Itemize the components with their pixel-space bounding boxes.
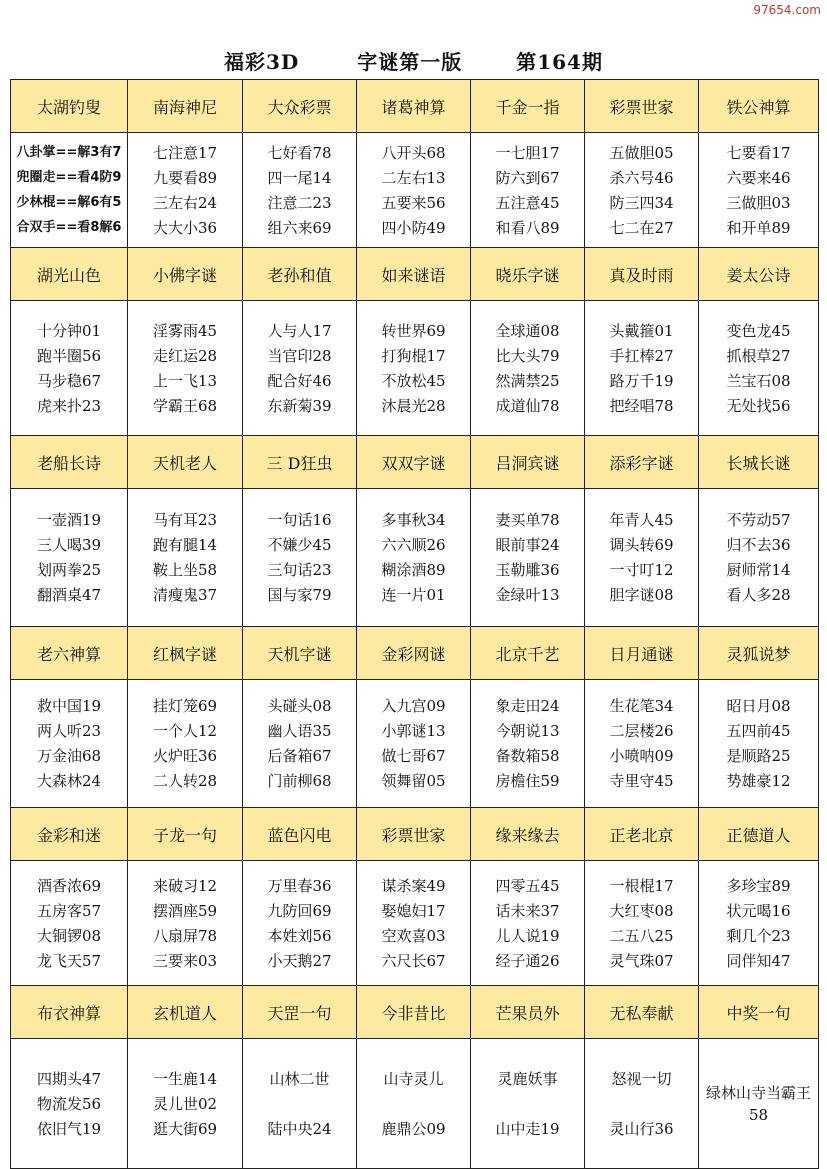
riddle-line: 怒视一切: [611, 1069, 672, 1088]
riddle-cell: [471, 861, 585, 986]
riddle-cell: [243, 680, 357, 808]
header-label: 添彩字谜: [609, 453, 674, 473]
column-header: [471, 986, 585, 1039]
riddle-cell: [128, 301, 243, 436]
riddle-line: 摆酒座59: [152, 901, 218, 920]
header-label: 老六神算: [36, 644, 101, 664]
riddle-line: 五注意45: [495, 193, 560, 212]
riddle-line: 逛大街69: [152, 1119, 218, 1138]
riddle-line: 七二在27: [609, 218, 674, 237]
riddle-cell: [11, 301, 128, 436]
riddle-cell: [128, 133, 243, 248]
header-label: 布衣神算: [36, 1003, 101, 1023]
riddle-line: 二左右13: [381, 168, 446, 187]
column-header: [11, 627, 128, 680]
column-header: [585, 80, 699, 133]
riddle-line: 八卦掌==解3有7: [16, 144, 122, 160]
column-header: [357, 986, 471, 1039]
header-row: [11, 627, 819, 680]
title-edition: 字谜第一版: [357, 50, 463, 74]
column-header: [243, 248, 357, 301]
riddle-line: 五做胆05: [609, 143, 674, 162]
column-header: [11, 80, 128, 133]
riddle-line: 象走田24: [495, 697, 560, 715]
riddle-cell: [471, 489, 585, 627]
riddle-line: 胆字谜08: [609, 586, 674, 604]
riddle-line: 入九宫09: [381, 697, 446, 715]
header-label: 老船长诗: [36, 453, 101, 473]
header-row: [11, 80, 819, 133]
header-label: 芒果员外: [495, 1003, 560, 1023]
riddle-cell: [585, 301, 699, 436]
riddle-line: 小喷呐09: [609, 747, 674, 765]
riddle-line: 沐晨光28: [381, 396, 446, 415]
riddle-line: 清瘦鬼37: [152, 586, 218, 604]
riddle-line: 陆中央24: [267, 1119, 332, 1138]
header-label: 大众彩票: [267, 97, 332, 117]
riddle-cell: [471, 1039, 585, 1169]
riddle-line: 和看八89: [495, 218, 560, 237]
riddle-line: 一寸叮12: [609, 561, 674, 579]
riddle-line: 八扇屏78: [152, 926, 218, 945]
column-header: [585, 436, 699, 489]
riddle-cell: [699, 861, 819, 986]
header-label: 北京千艺: [495, 644, 560, 664]
riddle-line: 是顺路25: [726, 747, 791, 765]
riddle-line: 生花笔34: [609, 697, 674, 715]
riddle-line: 九要看89: [152, 168, 218, 187]
riddle-cell: [128, 680, 243, 808]
riddle-line: 门前柳68: [267, 772, 332, 790]
riddle-line: 本姓刘56: [267, 926, 332, 945]
riddle-line: 防六到67: [495, 168, 560, 187]
column-header: [585, 986, 699, 1039]
riddle-cell: [699, 301, 819, 436]
riddle-line: 不劳动57: [726, 511, 791, 529]
riddle-line: 虎来扑23: [36, 396, 102, 415]
riddle-line: 领舞留05: [381, 772, 446, 790]
riddle-line: 山中走19: [495, 1119, 560, 1138]
riddle-line: 六六顺26: [381, 536, 446, 554]
riddle-line: 厨师常14: [726, 561, 791, 579]
riddle-line: 依旧气19: [36, 1119, 102, 1138]
riddle-cell: [128, 861, 243, 986]
riddle-cell: [585, 680, 699, 808]
riddle-line: 兜圈走==看4防9: [16, 169, 122, 185]
riddle-line: 马有耳23: [152, 511, 218, 529]
header-label: 千金一指: [495, 97, 560, 117]
riddle-line: 归不去36: [726, 536, 791, 554]
riddle-line: 今朝说13: [495, 722, 560, 740]
column-header: [471, 80, 585, 133]
riddle-line: 寺里守45: [609, 772, 674, 790]
column-header: [11, 986, 128, 1039]
header-label: 吕洞宾谜: [495, 453, 560, 473]
riddle-line: 灵气珠07: [609, 951, 674, 970]
riddle-line: 九防回69: [267, 901, 332, 920]
riddle-line: 跑有腿14: [152, 536, 218, 554]
riddle-cell: [357, 489, 471, 627]
riddle-line: 一七胆17: [495, 143, 560, 162]
riddle-line: 二人转28: [152, 772, 218, 790]
riddle-line: 看人多28: [726, 586, 791, 604]
header-label: 日月通谜: [609, 644, 674, 664]
riddle-line: 少林棍==解6有5: [16, 194, 122, 210]
riddle-line: 然满禁25: [495, 371, 560, 390]
riddle-line: 三做胆03: [726, 193, 791, 212]
riddle-line: 抓根草27: [726, 346, 791, 365]
riddle-line: 灵儿世02: [152, 1094, 218, 1113]
riddle-line: 路万千19: [609, 371, 674, 390]
riddle-line: 五房客57: [36, 901, 102, 920]
riddle-line: 头碰头08: [267, 697, 332, 715]
column-header: [471, 436, 585, 489]
header-label: 姜太公诗: [726, 265, 791, 285]
riddle-cell: [699, 133, 819, 248]
column-header: [128, 627, 243, 680]
riddle-line: 谋杀案49: [381, 876, 446, 895]
riddle-line: 无处找56: [726, 396, 791, 415]
header-label: 金彩网谜: [381, 644, 446, 664]
riddle-line: 做七哥67: [381, 747, 446, 765]
header-label: 老孙和值: [267, 265, 332, 285]
riddle-line: 一个人12: [152, 722, 218, 740]
riddle-row: [11, 680, 819, 808]
riddle-line: 配合好46: [267, 371, 332, 390]
riddle-line: 当官印28: [267, 346, 332, 365]
column-header: [357, 808, 471, 861]
riddle-line: 万金油68: [36, 747, 102, 765]
column-header: [128, 808, 243, 861]
column-header: [585, 627, 699, 680]
header-label: 今非昔比: [381, 1003, 446, 1023]
riddle-line: 手扛棒27: [609, 346, 674, 365]
riddle-line: 同伴知47: [726, 951, 791, 970]
riddle-row: [11, 301, 819, 436]
header-label: 天机老人: [152, 453, 217, 473]
riddle-line: 山寺灵儿: [383, 1069, 444, 1088]
column-header: [243, 808, 357, 861]
header-label: 如来谜语: [381, 265, 446, 285]
riddle-line: 小天鹅27: [267, 951, 332, 970]
riddle-line: 眼前事24: [495, 536, 560, 554]
riddle-cell: [585, 133, 699, 248]
riddle-line: 组六来69: [267, 218, 332, 237]
riddle-line: 不嫌少45: [267, 536, 332, 554]
riddle-cell: [471, 680, 585, 808]
riddle-cell: [699, 680, 819, 808]
riddle-line: 四小防49: [381, 218, 446, 237]
riddle-line: 四零五45: [495, 876, 560, 895]
riddle-line: 妻买单78: [495, 511, 560, 529]
riddle-line: 四期头47: [36, 1069, 102, 1088]
riddle-line: 救中国19: [36, 697, 102, 715]
header-label: 真及时雨: [609, 265, 674, 285]
riddle-line: 山林二世: [269, 1069, 330, 1088]
riddle-line: 人与人17: [267, 321, 332, 340]
riddle-line: 玉勒雕36: [495, 561, 560, 579]
riddle-line: 转世界69: [381, 321, 446, 340]
riddle-row: [11, 861, 819, 986]
riddle-cell: [471, 301, 585, 436]
riddle-line: 幽人语35: [267, 722, 332, 740]
riddle-line: 兰宝石08: [726, 371, 791, 390]
riddle-line: 一根棍17: [609, 876, 674, 895]
column-header: [699, 808, 819, 861]
header-label: 三 D狂虫: [266, 453, 333, 473]
riddle-cell: [243, 489, 357, 627]
column-header: [243, 986, 357, 1039]
header-label: 天机字谜: [267, 644, 332, 664]
riddle-cell: [128, 1039, 243, 1169]
column-header: [585, 248, 699, 301]
header-label: 太湖钓叟: [36, 97, 101, 117]
header-label: 小佛字谜: [152, 265, 217, 285]
column-header: [357, 436, 471, 489]
riddle-line: 二五八25: [609, 926, 674, 945]
riddle-cell: [11, 1039, 128, 1169]
riddle-cell: [243, 861, 357, 986]
header-label: 天罡一句: [267, 1003, 332, 1023]
riddle-line: 一句话16: [267, 511, 332, 529]
riddle-line: 备数箱58: [495, 747, 560, 765]
column-header: [699, 436, 819, 489]
riddle-line: 七好看78: [267, 143, 332, 162]
watermark: 97654.com: [753, 3, 821, 17]
riddle-line: 房檐住59: [495, 772, 560, 790]
column-header: [699, 248, 819, 301]
riddle-line: 成道仙78: [495, 396, 560, 415]
riddle-line: 后备箱67: [267, 747, 332, 765]
riddle-line: 杀六号46: [609, 168, 674, 187]
riddle-cell: [11, 489, 128, 627]
riddle-line: 火炉旺36: [152, 747, 218, 765]
riddle-line: 翻酒桌47: [36, 586, 102, 604]
riddle-line: 不放松45: [381, 371, 446, 390]
header-label: 正老北京: [609, 825, 674, 845]
riddle-line: 十分钟01: [36, 321, 102, 340]
column-header: [471, 248, 585, 301]
riddle-line: 龙飞天57: [36, 951, 102, 970]
header-row: [11, 986, 819, 1039]
column-header: [699, 627, 819, 680]
column-header: [128, 80, 243, 133]
header-label: 正德道人: [726, 825, 791, 845]
riddle-line: 八开头68: [381, 143, 446, 162]
riddle-cell: [585, 489, 699, 627]
column-header: [128, 436, 243, 489]
riddle-line: 多珍宝89: [726, 876, 791, 895]
title-lottery: 福彩3D: [224, 50, 300, 74]
riddle-line: 三要来03: [152, 951, 218, 970]
riddle-cell: [11, 861, 128, 986]
header-label: 彩票世家: [381, 825, 446, 845]
riddle-line: 剩几个23: [726, 926, 791, 945]
riddle-line: 全球通08: [495, 321, 560, 340]
riddle-line: 灵山行36: [609, 1119, 674, 1138]
riddle-cell: [357, 301, 471, 436]
riddle-cell: [699, 1039, 819, 1169]
riddle-line: 万里春36: [267, 876, 332, 895]
header-label: 红枫字谜: [152, 644, 217, 664]
riddle-line: 走红运28: [152, 346, 218, 365]
riddle-cell: [357, 1039, 471, 1169]
riddle-cell: [243, 1039, 357, 1169]
riddle-line: 小郭谜13: [381, 722, 446, 740]
riddle-line: 灵鹿妖事: [497, 1069, 558, 1088]
riddle-line: 二层楼26: [609, 722, 674, 740]
riddle-line: 物流发56: [36, 1094, 102, 1113]
riddle-line: 绿林山寺当霸王58: [705, 1083, 811, 1124]
header-row: [11, 808, 819, 861]
riddle-line: 比大头79: [495, 346, 560, 365]
page-title: [0, 46, 827, 75]
riddle-line: 多事秋34: [381, 511, 446, 529]
riddle-cell: [585, 1039, 699, 1169]
riddle-row: [11, 489, 819, 627]
riddle-line: 马步稳67: [36, 371, 102, 390]
riddle-line: 昭日月08: [726, 697, 791, 715]
riddle-line: 学霸王68: [152, 396, 218, 415]
header-label: 子龙一句: [152, 825, 217, 845]
riddle-line: 国与家79: [267, 586, 332, 604]
riddle-cell: [471, 133, 585, 248]
header-label: 湖光山色: [36, 265, 101, 285]
riddle-line: 鹿鼎公09: [381, 1119, 446, 1138]
riddle-line: 势雄豪12: [726, 772, 791, 790]
riddle-line: 糊涂酒89: [381, 561, 446, 579]
column-header: [11, 248, 128, 301]
riddle-line: 酒香浓69: [36, 876, 102, 895]
column-header: [11, 808, 128, 861]
riddle-line: 七要看17: [726, 143, 791, 162]
riddle-line: 淫雾雨45: [152, 321, 218, 340]
riddle-line: 防三四34: [609, 193, 674, 212]
riddle-cell: [11, 133, 128, 248]
riddle-line: 把经唱78: [609, 396, 674, 415]
column-header: [699, 80, 819, 133]
riddle-cell: [11, 680, 128, 808]
header-label: 缘来缘去: [495, 825, 560, 845]
riddle-line: 大森林24: [36, 772, 102, 790]
riddle-line: 鞍上坐58: [152, 561, 218, 579]
riddle-line: 大大小36: [152, 218, 218, 237]
riddle-line: 空欢喜03: [381, 926, 446, 945]
riddle-line: 三句话23: [267, 561, 332, 579]
column-header: [585, 808, 699, 861]
riddle-line: 大红枣08: [609, 901, 674, 920]
header-label: 无私奉献: [609, 1003, 674, 1023]
riddle-cell: [243, 133, 357, 248]
title-issue: 第164期: [516, 50, 603, 74]
riddle-line: 变色龙45: [726, 321, 791, 340]
riddle-line: 年青人45: [609, 511, 674, 529]
header-label: 玄机道人: [152, 1003, 217, 1023]
riddle-line: 东新菊39: [267, 396, 332, 415]
riddle-line: 五要来56: [381, 193, 446, 212]
riddle-line: 注意二23: [267, 193, 332, 212]
riddle-line: 七注意17: [152, 143, 218, 162]
riddle-table: [10, 79, 819, 1169]
riddle-cell: [243, 301, 357, 436]
header-label: 灵狐说梦: [726, 644, 791, 664]
riddle-line: 上一飞13: [152, 371, 218, 390]
riddle-line: 合双手==看8解6: [16, 219, 122, 235]
riddle-cell: [128, 489, 243, 627]
riddle-line: 六要来46: [726, 168, 791, 187]
riddle-line: 状元喝16: [726, 901, 791, 920]
riddle-line: 话未来37: [495, 901, 560, 920]
header-label: 中奖一句: [726, 1003, 791, 1023]
riddle-line: 儿人说19: [495, 926, 560, 945]
riddle-line: 经子通26: [495, 951, 560, 970]
column-header: [243, 436, 357, 489]
header-label: 彩票世家: [609, 97, 674, 117]
header-label: 铁公神算: [726, 97, 791, 117]
riddle-line: 三左右24: [152, 193, 218, 212]
riddle-line: 两人听23: [36, 722, 102, 740]
column-header: [243, 80, 357, 133]
riddle-row: [11, 133, 819, 248]
riddle-line: 六尺长67: [381, 951, 446, 970]
riddle-line: 四一尾14: [267, 168, 332, 187]
header-label: 蓝色闪电: [267, 825, 332, 845]
riddle-line: 一生鹿14: [152, 1069, 218, 1088]
riddle-line: 连一片01: [381, 586, 446, 604]
column-header: [357, 627, 471, 680]
riddle-line: 和开单89: [726, 218, 791, 237]
column-header: [357, 248, 471, 301]
header-label: 长城长谜: [726, 453, 791, 473]
riddle-line: 三人喝39: [36, 536, 102, 554]
column-header: [471, 808, 585, 861]
riddle-line: 调头转69: [609, 536, 674, 554]
column-header: [699, 986, 819, 1039]
riddle-line: 娶媳妇17: [381, 901, 446, 920]
header-label: 南海神尼: [152, 97, 217, 117]
riddle-line: 五四前45: [726, 722, 791, 740]
header-label: 双双字谜: [381, 453, 446, 473]
header-row: [11, 436, 819, 489]
riddle-cell: [357, 861, 471, 986]
header-label: 诸葛神算: [381, 97, 446, 117]
column-header: [128, 248, 243, 301]
riddle-line: 大铜锣08: [36, 926, 102, 945]
column-header: [357, 80, 471, 133]
riddle-cell: [357, 133, 471, 248]
header-label: 金彩和迷: [36, 825, 101, 845]
riddle-line: 打狗棍17: [381, 346, 446, 365]
riddle-cell: [585, 861, 699, 986]
riddle-line: 金绿叶13: [495, 586, 560, 604]
column-header: [128, 986, 243, 1039]
riddle-line: 头戴箍01: [609, 321, 674, 340]
riddle-line: 划两拳25: [36, 561, 102, 579]
riddle-line: 跑半圈56: [36, 346, 102, 365]
riddle-row: [11, 1039, 819, 1169]
riddle-cell: [699, 489, 819, 627]
header-row: [11, 248, 819, 301]
riddle-line: 来破习12: [152, 876, 218, 895]
column-header: [471, 627, 585, 680]
column-header: [11, 436, 128, 489]
riddle-line: 挂灯笼69: [152, 697, 218, 715]
riddle-cell: [357, 680, 471, 808]
header-label: 晓乐字谜: [495, 265, 560, 285]
column-header: [243, 627, 357, 680]
riddle-line: 一壶酒19: [36, 511, 102, 529]
